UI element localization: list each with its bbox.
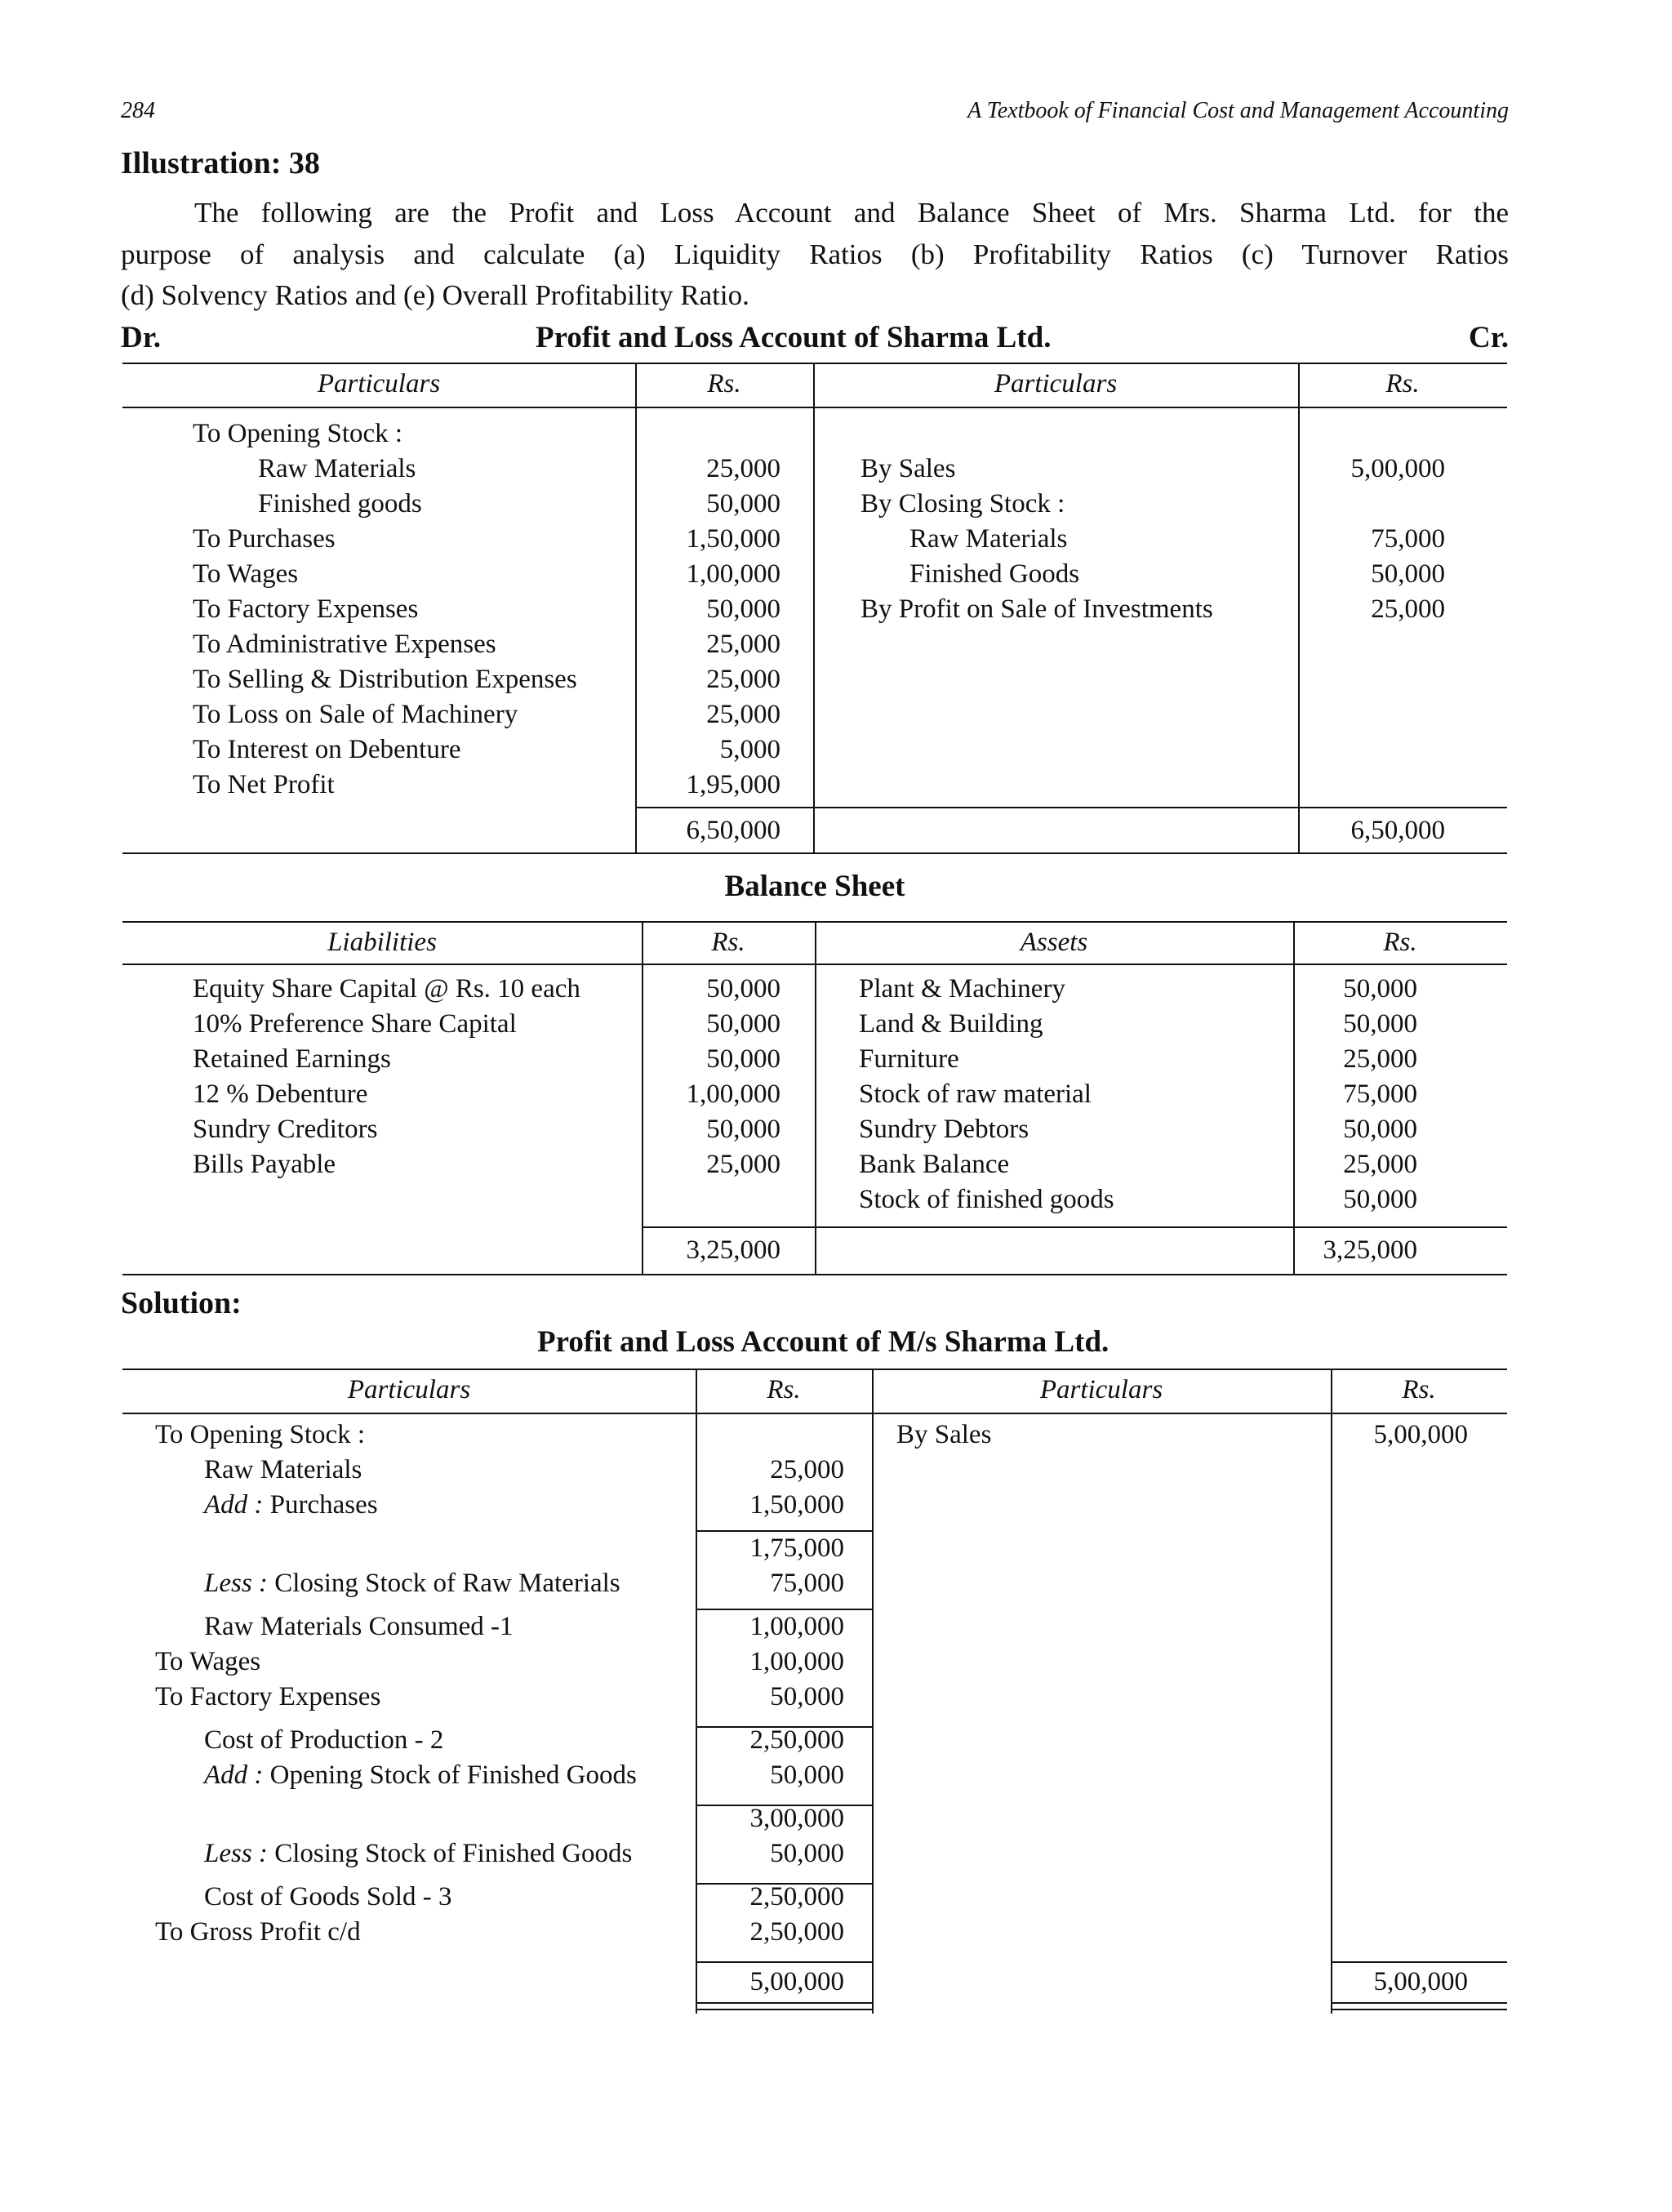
row-label — [193, 592, 418, 627]
row-text: To Factory Expenses — [193, 594, 419, 624]
row-amount: 50,000 — [1343, 974, 1417, 1004]
pl-total-credit: 6,50,000 — [1350, 816, 1445, 845]
row-label — [909, 522, 1067, 557]
row-amount: 1,00,000 — [749, 1647, 844, 1676]
row-text: Stock of finished goods — [859, 1185, 1114, 1214]
sol-header-particulars-cr: Particulars — [1039, 1375, 1163, 1404]
row-amount: 1,50,000 — [686, 524, 780, 554]
sol-header-rs-dr: Rs. — [767, 1375, 801, 1404]
row-text: Raw Materials — [258, 454, 416, 483]
row-label — [155, 1680, 380, 1715]
row-amount: 50,000 — [1343, 1185, 1417, 1214]
row-label — [193, 768, 335, 803]
row-label — [909, 557, 1079, 592]
row-text: Stock of raw material — [859, 1079, 1092, 1109]
row-text: 10% Preference Share Capital — [193, 1009, 517, 1039]
row-amount: 1,00,000 — [686, 559, 780, 589]
row-amount: 5,00,000 — [1350, 454, 1445, 483]
row-label — [896, 1418, 991, 1453]
row-text: Finished Goods — [909, 559, 1080, 589]
row-text: Finished goods — [258, 489, 422, 519]
row-amount: 1,75,000 — [749, 1533, 844, 1563]
intro-line-3: (d) Solvency Ratios and (e) Overall Profitability Ratio. — [121, 279, 749, 311]
running-title: A Textbook of Financial Cost and Management Accounting — [967, 98, 1509, 123]
row-text: By Profit on Sale of Investments — [860, 594, 1213, 624]
row-text: To Gross Profit c/d — [155, 1917, 361, 1947]
row-text: To Opening Stock : — [193, 419, 403, 448]
row-amount: 25,000 — [706, 665, 780, 694]
pl-total-debit: 6,50,000 — [686, 816, 780, 845]
row-label — [859, 1042, 959, 1077]
row-prefix: Add : — [204, 1760, 264, 1790]
row-amount: 3,00,000 — [749, 1804, 844, 1833]
row-amount: 25,000 — [1343, 1044, 1417, 1074]
row-text: To Wages — [155, 1647, 261, 1676]
solution-heading: Solution: — [121, 1286, 242, 1320]
row-amount: 5,000 — [719, 735, 780, 764]
row-text: Equity Share Capital @ Rs. 10 each — [193, 974, 580, 1004]
row-amount: 2,50,000 — [749, 1882, 844, 1912]
row-text: Retained Earnings — [193, 1044, 391, 1074]
row-amount: 50,000 — [1371, 559, 1445, 589]
pl-title: Profit and Loss Account of Sharma Ltd. — [536, 321, 1052, 354]
row-amount: 75,000 — [1371, 524, 1445, 554]
bs-header-liabilities: Liabilities — [327, 928, 437, 957]
sol-total-credit: 5,00,000 — [1373, 1967, 1468, 1996]
row-amount: 50,000 — [706, 1009, 780, 1039]
intro-line-1: The following are the Profit and Loss Account and Balance Sheet of Mrs. Sharma Ltd. for the — [194, 197, 1509, 229]
row-prefix: Add : — [204, 1490, 264, 1520]
row-label — [204, 1453, 362, 1488]
row-prefix: Less : — [204, 1839, 268, 1868]
row-text: Sundry Debtors — [859, 1115, 1029, 1144]
row-amount: 50,000 — [706, 1115, 780, 1144]
row-label — [193, 557, 298, 592]
row-label — [193, 697, 518, 732]
row-text: To Administrative Expenses — [193, 630, 496, 659]
row-label — [859, 972, 1065, 1007]
row-amount: 2,50,000 — [749, 1917, 844, 1947]
row-label — [859, 1077, 1092, 1112]
pl-header-particulars-cr: Particulars — [994, 369, 1118, 398]
row-label — [193, 972, 580, 1007]
row-amount: 1,95,000 — [686, 770, 780, 799]
row-amount: 1,00,000 — [686, 1079, 780, 1109]
row-text: Opening Stock of Finished Goods — [263, 1760, 637, 1790]
row-label — [193, 1147, 336, 1182]
row-text: To Opening Stock : — [155, 1420, 366, 1449]
row-label — [204, 1758, 637, 1793]
row-amount: 50,000 — [706, 594, 780, 624]
row-amount: 25,000 — [706, 454, 780, 483]
row-label — [258, 487, 422, 522]
sol-header-rs-cr: Rs. — [1402, 1375, 1436, 1404]
page-number: 284 — [121, 98, 155, 123]
bs-total-liabilities: 3,25,000 — [686, 1235, 780, 1265]
row-text: Purchases — [263, 1490, 378, 1520]
row-label — [193, 416, 402, 452]
row-label — [193, 1112, 377, 1147]
bs-header-rs-liab: Rs. — [711, 928, 745, 957]
row-label — [860, 592, 1213, 627]
row-amount: 50,000 — [770, 1682, 844, 1711]
row-amount: 25,000 — [706, 1150, 780, 1179]
row-amount: 25,000 — [706, 630, 780, 659]
row-amount: 50,000 — [770, 1760, 844, 1790]
row-amount: 25,000 — [770, 1455, 844, 1484]
illustration-heading: Illustration: 38 — [121, 146, 320, 180]
row-text: Plant & Machinery — [859, 974, 1065, 1004]
row-text: To Selling & Distribution Expenses — [193, 665, 577, 694]
intro-line-2: purpose of analysis and calculate (a) Liquidity Ratios (b) Profitability Ratios (c) Turnover Ratios — [121, 238, 1509, 270]
row-text: Cost of Goods Sold - 3 — [204, 1882, 452, 1912]
row-text: Closing Stock of Raw Materials — [267, 1569, 620, 1598]
row-text: To Loss on Sale of Machinery — [193, 700, 518, 729]
row-text: To Wages — [193, 559, 299, 589]
row-label — [193, 1042, 391, 1077]
row-amount: 25,000 — [1343, 1150, 1417, 1179]
bs-header-rs-assets: Rs. — [1383, 928, 1417, 957]
row-text: Raw Materials — [909, 524, 1068, 554]
row-label — [859, 1147, 1009, 1182]
row-label — [155, 1915, 361, 1950]
row-text: Bills Payable — [193, 1150, 336, 1179]
row-label — [155, 1645, 260, 1680]
bs-header-assets: Assets — [1020, 928, 1088, 957]
row-text: To Interest on Debenture — [193, 735, 461, 764]
pl-header-particulars-dr: Particulars — [317, 369, 441, 398]
row-amount: 5,00,000 — [1373, 1420, 1468, 1449]
row-amount: 1,00,000 — [749, 1612, 844, 1641]
row-label — [860, 452, 955, 487]
sol-header-particulars-dr: Particulars — [347, 1375, 471, 1404]
row-amount: 50,000 — [1343, 1009, 1417, 1039]
row-prefix: Less : — [204, 1569, 268, 1598]
row-text: Furniture — [859, 1044, 959, 1074]
row-amount: 25,000 — [1371, 594, 1445, 624]
row-label — [204, 1836, 632, 1872]
bs-total-assets: 3,25,000 — [1323, 1235, 1417, 1265]
row-label — [204, 1880, 451, 1915]
row-text: 12 % Debenture — [193, 1079, 368, 1109]
row-amount: 50,000 — [706, 489, 780, 519]
cr-label: Cr. — [1469, 321, 1509, 354]
row-amount: 50,000 — [706, 974, 780, 1004]
row-label — [204, 1723, 443, 1758]
row-label — [204, 1566, 620, 1601]
row-label — [193, 1077, 367, 1112]
row-text: By Sales — [896, 1420, 992, 1449]
pl-header-rs-dr: Rs. — [707, 369, 741, 398]
row-text: By Sales — [860, 454, 956, 483]
row-label — [155, 1418, 365, 1453]
solution-title: Profit and Loss Account of M/s Sharma Ltd. — [537, 1325, 1109, 1359]
row-text: Raw Materials Consumed -1 — [204, 1612, 514, 1641]
row-label — [193, 732, 461, 768]
row-label — [193, 1007, 517, 1042]
row-label — [204, 1488, 378, 1523]
row-text: Land & Building — [859, 1009, 1043, 1039]
row-label — [193, 662, 577, 697]
pl-header-rs-cr: Rs. — [1385, 369, 1420, 398]
sol-total-debit: 5,00,000 — [749, 1967, 844, 1996]
row-label — [859, 1112, 1029, 1147]
row-amount: 25,000 — [706, 700, 780, 729]
row-amount: 2,50,000 — [749, 1725, 844, 1755]
row-amount: 50,000 — [1343, 1115, 1417, 1144]
row-text: To Net Profit — [193, 770, 335, 799]
row-label — [193, 522, 336, 557]
row-text: Closing Stock of Finished Goods — [267, 1839, 633, 1868]
row-label — [859, 1007, 1043, 1042]
row-text: Bank Balance — [859, 1150, 1010, 1179]
row-amount: 50,000 — [706, 1044, 780, 1074]
row-label — [204, 1609, 514, 1645]
row-text: Raw Materials — [204, 1455, 362, 1484]
row-amount: 50,000 — [770, 1839, 844, 1868]
row-amount: 1,50,000 — [749, 1490, 844, 1520]
row-label — [859, 1182, 1114, 1217]
row-text: To Purchases — [193, 524, 336, 554]
bs-title: Balance Sheet — [724, 870, 905, 903]
row-text: By Closing Stock : — [860, 489, 1065, 519]
row-label — [193, 627, 496, 662]
dr-label: Dr. — [121, 321, 161, 354]
row-text: Cost of Production - 2 — [204, 1725, 444, 1755]
row-amount: 75,000 — [1343, 1079, 1417, 1109]
row-amount: 75,000 — [770, 1569, 844, 1598]
row-text: Sundry Creditors — [193, 1115, 378, 1144]
row-label — [860, 487, 1065, 522]
row-label — [258, 452, 416, 487]
row-text: To Factory Expenses — [155, 1682, 381, 1711]
